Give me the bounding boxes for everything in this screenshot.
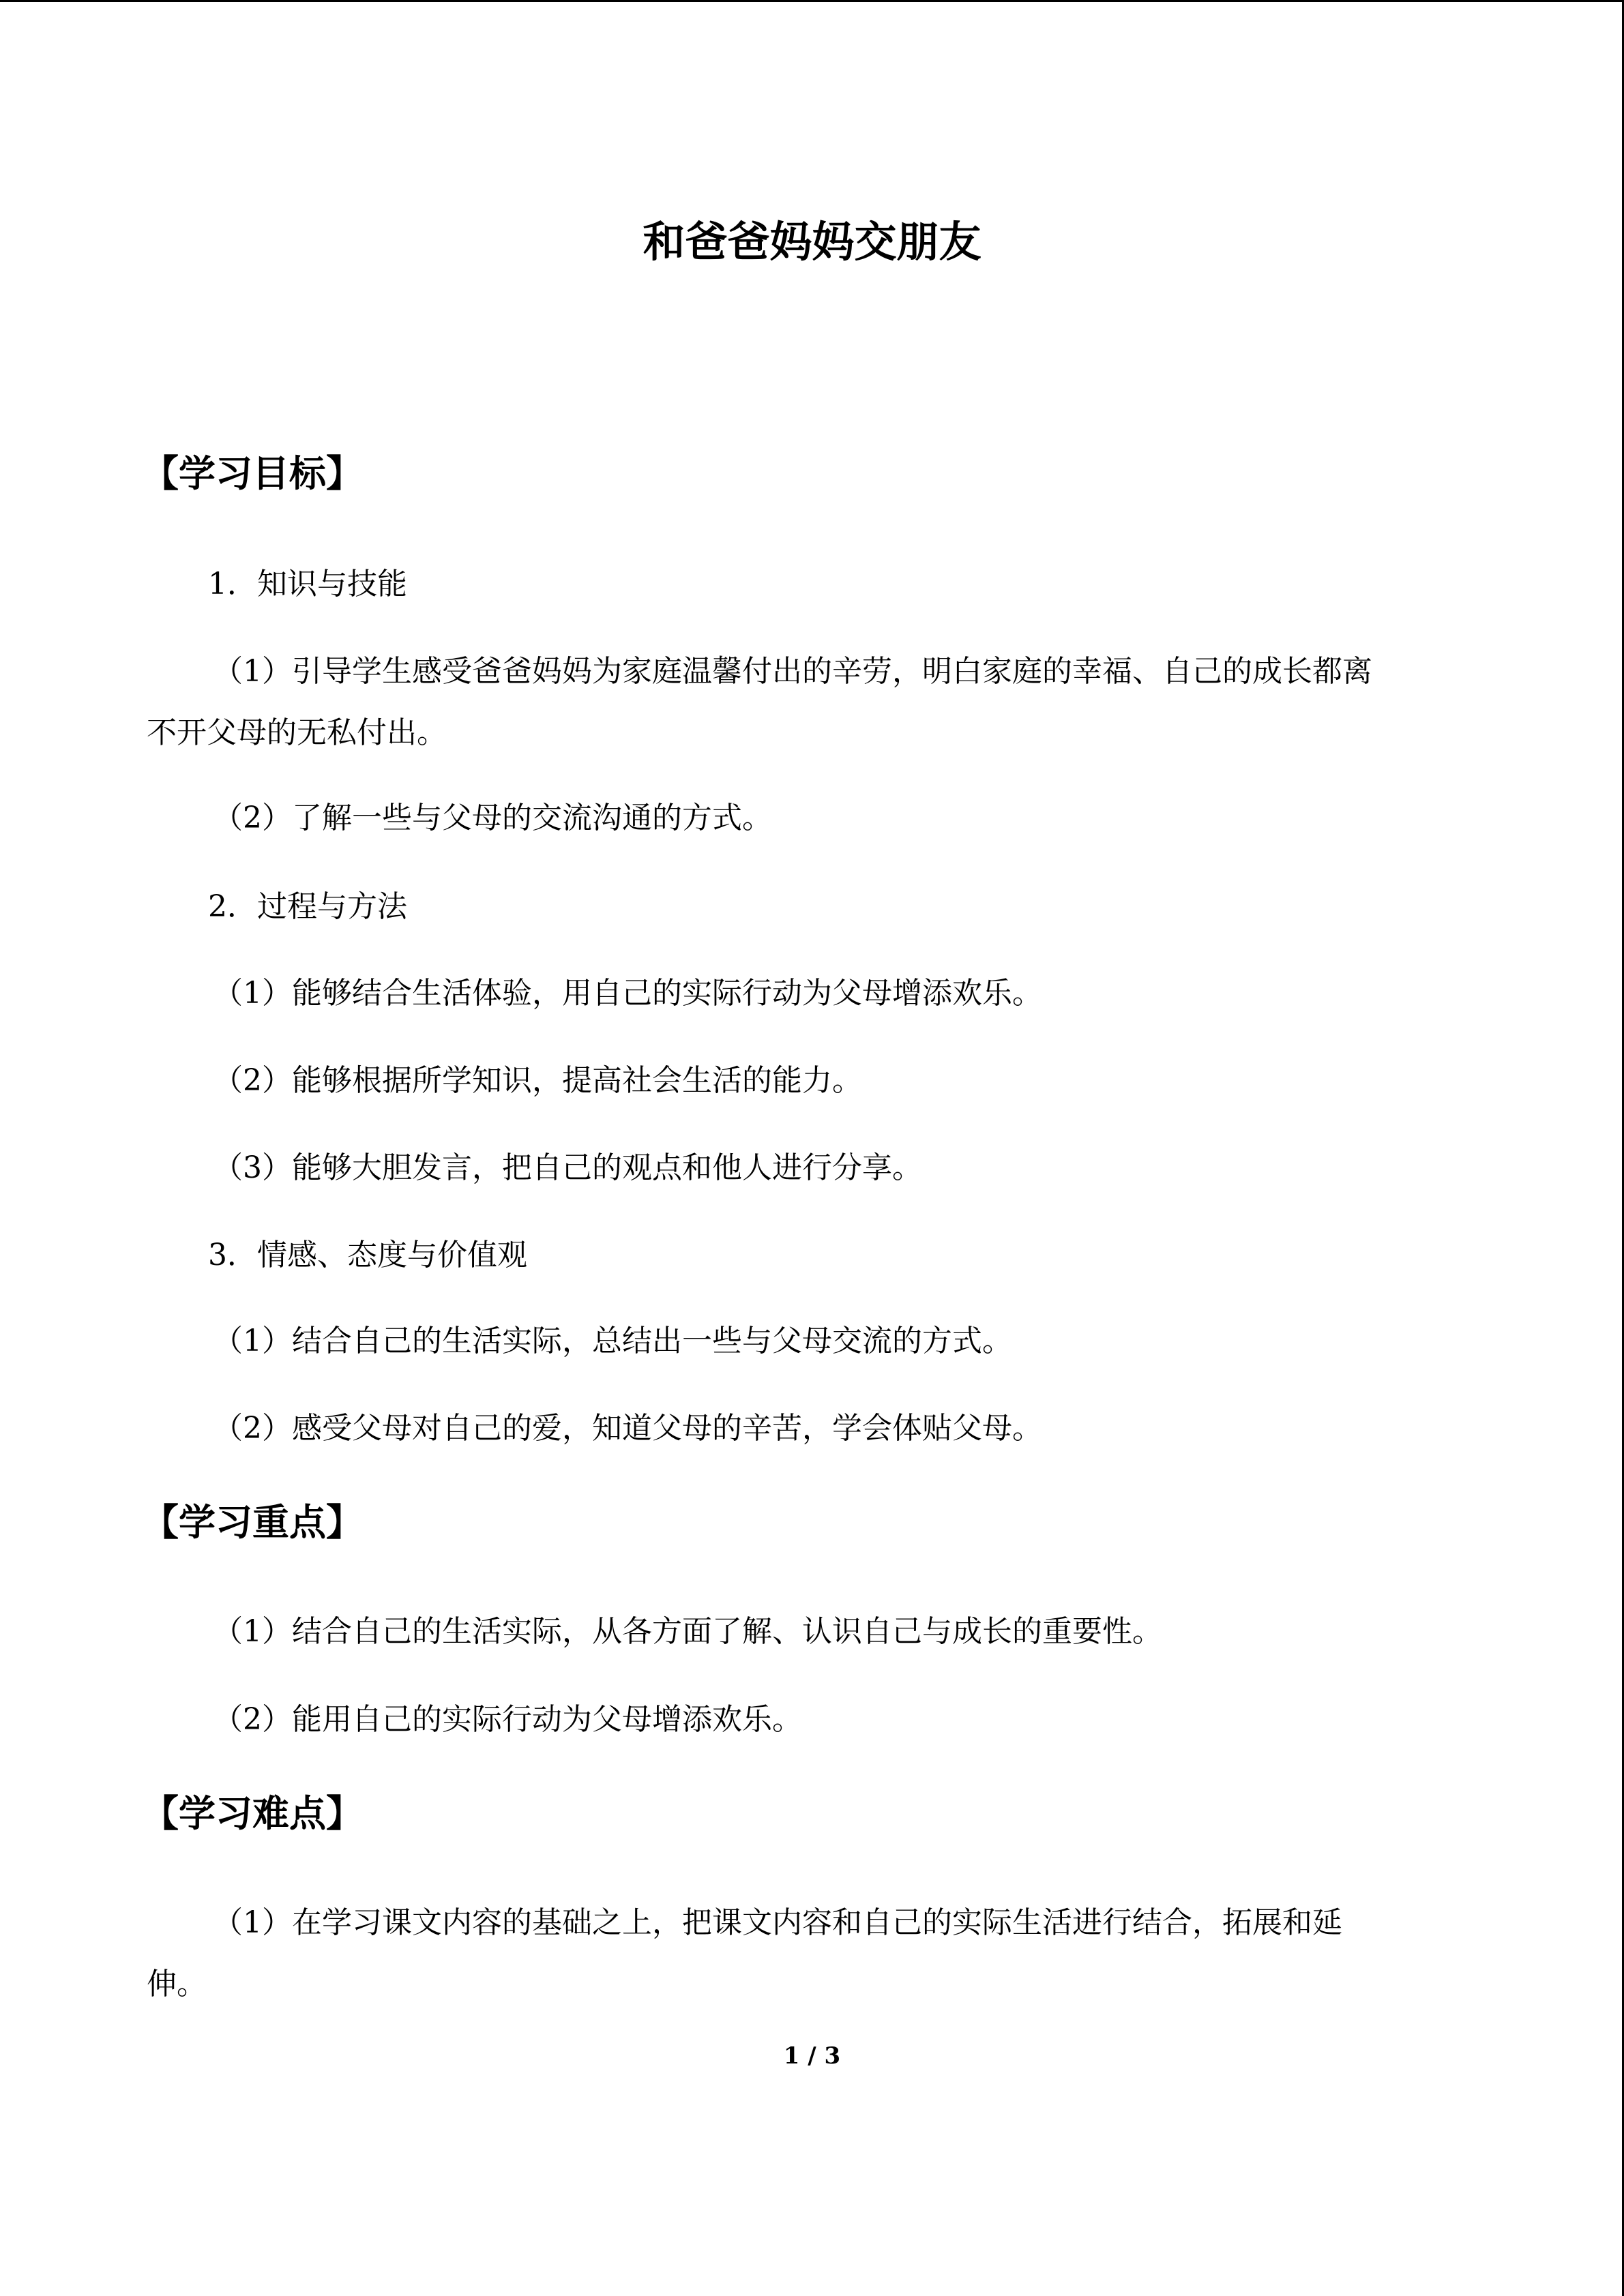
objective-line: （1）结合自己的生活实际，总结出一些与父母交流的方式。 bbox=[213, 1324, 1012, 1358]
objective-line: （2）能够根据所学知识，提高社会生活的能力。 bbox=[213, 1063, 862, 1098]
objective-line: 3．情感、态度与价值观 bbox=[208, 1238, 527, 1272]
objective-line: （2）了解一些与父母的交流沟通的方式。 bbox=[213, 801, 772, 835]
document-title: 和爸爸妈妈交朋友 bbox=[643, 217, 981, 267]
heading-key-points: 【学习重点】 bbox=[142, 1501, 363, 1544]
objective-line: 不开父母的无私付出。 bbox=[147, 715, 447, 750]
objective-line: （2）感受父母对自己的爱，知道父母的辛苦，学会体贴父母。 bbox=[213, 1411, 1042, 1446]
objective-line: （3）能够大胆发言，把自己的观点和他人进行分享。 bbox=[213, 1150, 922, 1185]
objective-line: 2．过程与方法 bbox=[208, 889, 407, 924]
key-point-line: （1）结合自己的生活实际，从各方面了解、认识自己与成长的重要性。 bbox=[213, 1614, 1162, 1649]
objective-line: （1）引导学生感受爸爸妈妈为家庭温馨付出的辛劳，明白家庭的幸福、自己的成长都离 bbox=[213, 654, 1372, 689]
top-border bbox=[0, 0, 1624, 2]
difficulty-line: （1）在学习课文内容的基础之上，把课文内容和自己的实际生活进行结合，拓展和延 bbox=[213, 1905, 1342, 1940]
difficulty-line: 伸。 bbox=[147, 1967, 207, 2001]
heading-difficulties: 【学习难点】 bbox=[142, 1792, 363, 1835]
key-point-line: （2）能用自己的实际行动为父母增添欢乐。 bbox=[213, 1702, 802, 1737]
objective-line: 1．知识与技能 bbox=[208, 567, 407, 601]
page-number: 1 / 3 bbox=[783, 2042, 841, 2070]
objective-line: （1）能够结合生活体验，用自己的实际行动为父母增添欢乐。 bbox=[213, 976, 1042, 1011]
heading-objectives: 【学习目标】 bbox=[142, 452, 363, 495]
